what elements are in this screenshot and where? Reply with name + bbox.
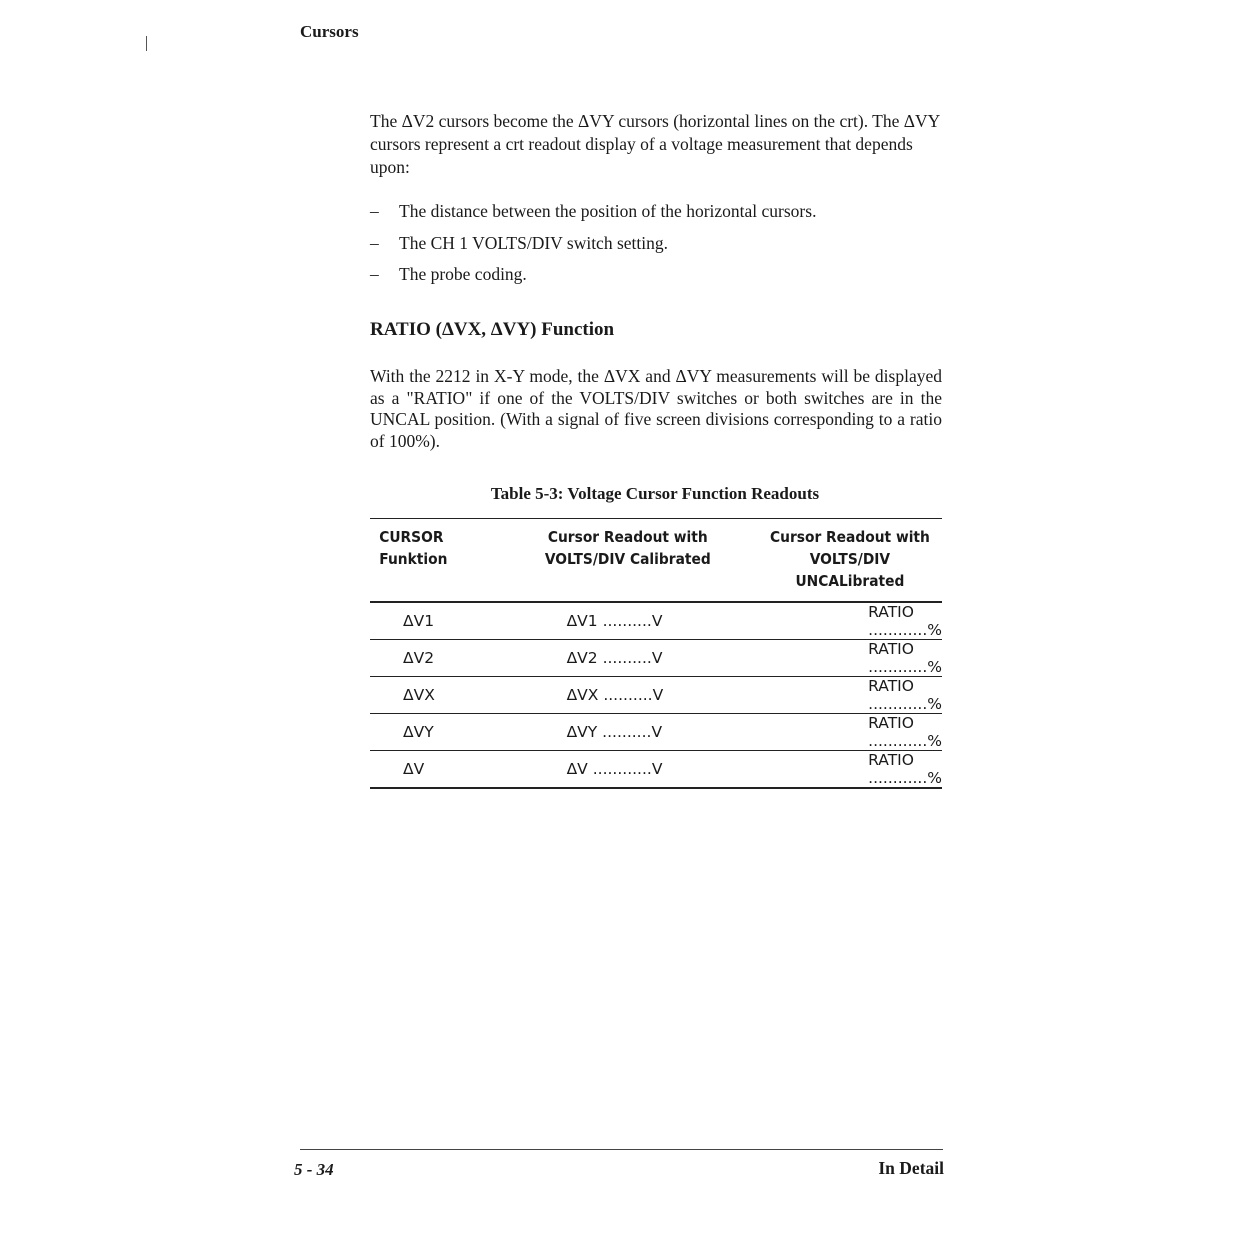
footer-section-name: In Detail <box>878 1158 944 1178</box>
table-row <box>370 677 942 714</box>
ratio-paragraph: With the 2212 in X-Y mode, the ΔVX and ΔVY measurements will be displayed as a "RATIO" if one of the VOLTS/DIV switches or both switches are in the UNCAL position. (With a signal of five screen divisions corresponding to a ratio of 100%). <box>370 366 942 451</box>
header-line: Cursor Readout with <box>770 528 931 546</box>
cell-uncalibrated: RATIO ............% <box>868 677 943 713</box>
running-header: Cursors <box>300 22 359 41</box>
table-row <box>370 602 942 640</box>
section-heading: RATIO (ΔVX, ΔVY) Function <box>370 319 615 340</box>
list-item <box>370 262 945 294</box>
dependency-list <box>370 199 945 294</box>
cell-cursor: ΔV2 <box>403 649 435 667</box>
cell-cursor: ΔVY <box>403 723 434 741</box>
cell-calibrated: ΔVX ..........V <box>566 686 664 704</box>
header-uncalibrated <box>766 519 935 603</box>
cell-calibrated: ΔV2 ..........V <box>566 649 663 667</box>
cell-calibrated: ΔV1 ..........V <box>566 612 663 630</box>
cell-calibrated: ΔVY ..........V <box>566 723 663 741</box>
cell-uncalibrated: RATIO ............% <box>868 714 943 750</box>
cell-cursor: ΔV1 <box>403 612 435 630</box>
cell-calibrated: ΔV ............V <box>566 760 663 778</box>
header-line: VOLTS/DIV UNCALibrated <box>795 550 905 590</box>
header-line: CURSOR <box>379 528 444 546</box>
dash-bullet: – <box>370 264 379 284</box>
header-line: Cursor Readout with <box>547 528 708 546</box>
intro-paragraph: The ΔV2 cursors become the ΔVY cursors (horizontal lines on the crt). The ΔVY cursors represent a crt readout display of a voltage measurement that depends upon: <box>370 111 940 177</box>
table-row <box>370 640 942 677</box>
cell-uncalibrated: RATIO ............% <box>868 603 943 639</box>
list-item <box>370 231 945 263</box>
readout-table <box>370 518 942 789</box>
table-caption: Table 5-3: Voltage Cursor Function Readouts <box>490 484 820 503</box>
footer-rule <box>300 1149 943 1150</box>
cell-uncalibrated: RATIO ............% <box>868 640 943 676</box>
table-row <box>370 751 942 789</box>
cell-cursor: ΔVX <box>403 686 435 704</box>
table-header-row <box>370 519 942 603</box>
list-item-text: The CH 1 VOLTS/DIV switch setting. <box>399 232 668 253</box>
header-line: Funktion <box>379 550 448 568</box>
header-calibrated <box>507 519 748 603</box>
list-item-text: The probe coding. <box>399 264 527 284</box>
footer-page-number: 5 - 34 <box>294 1160 334 1179</box>
header-line: VOLTS/DIV Calibrated <box>544 550 711 568</box>
list-item <box>370 199 945 231</box>
list-item-text: The distance between the position of the horizontal cursors. <box>399 201 817 221</box>
cell-cursor: ΔV <box>403 760 425 778</box>
dash-bullet: – <box>370 201 379 221</box>
table-header <box>370 519 942 603</box>
table-body <box>370 602 942 788</box>
table-row <box>370 714 942 751</box>
cell-uncalibrated: RATIO ............% <box>868 751 943 787</box>
margin-mark <box>146 36 147 51</box>
dash-bullet: – <box>370 232 379 253</box>
header-cursor-function <box>370 519 486 603</box>
